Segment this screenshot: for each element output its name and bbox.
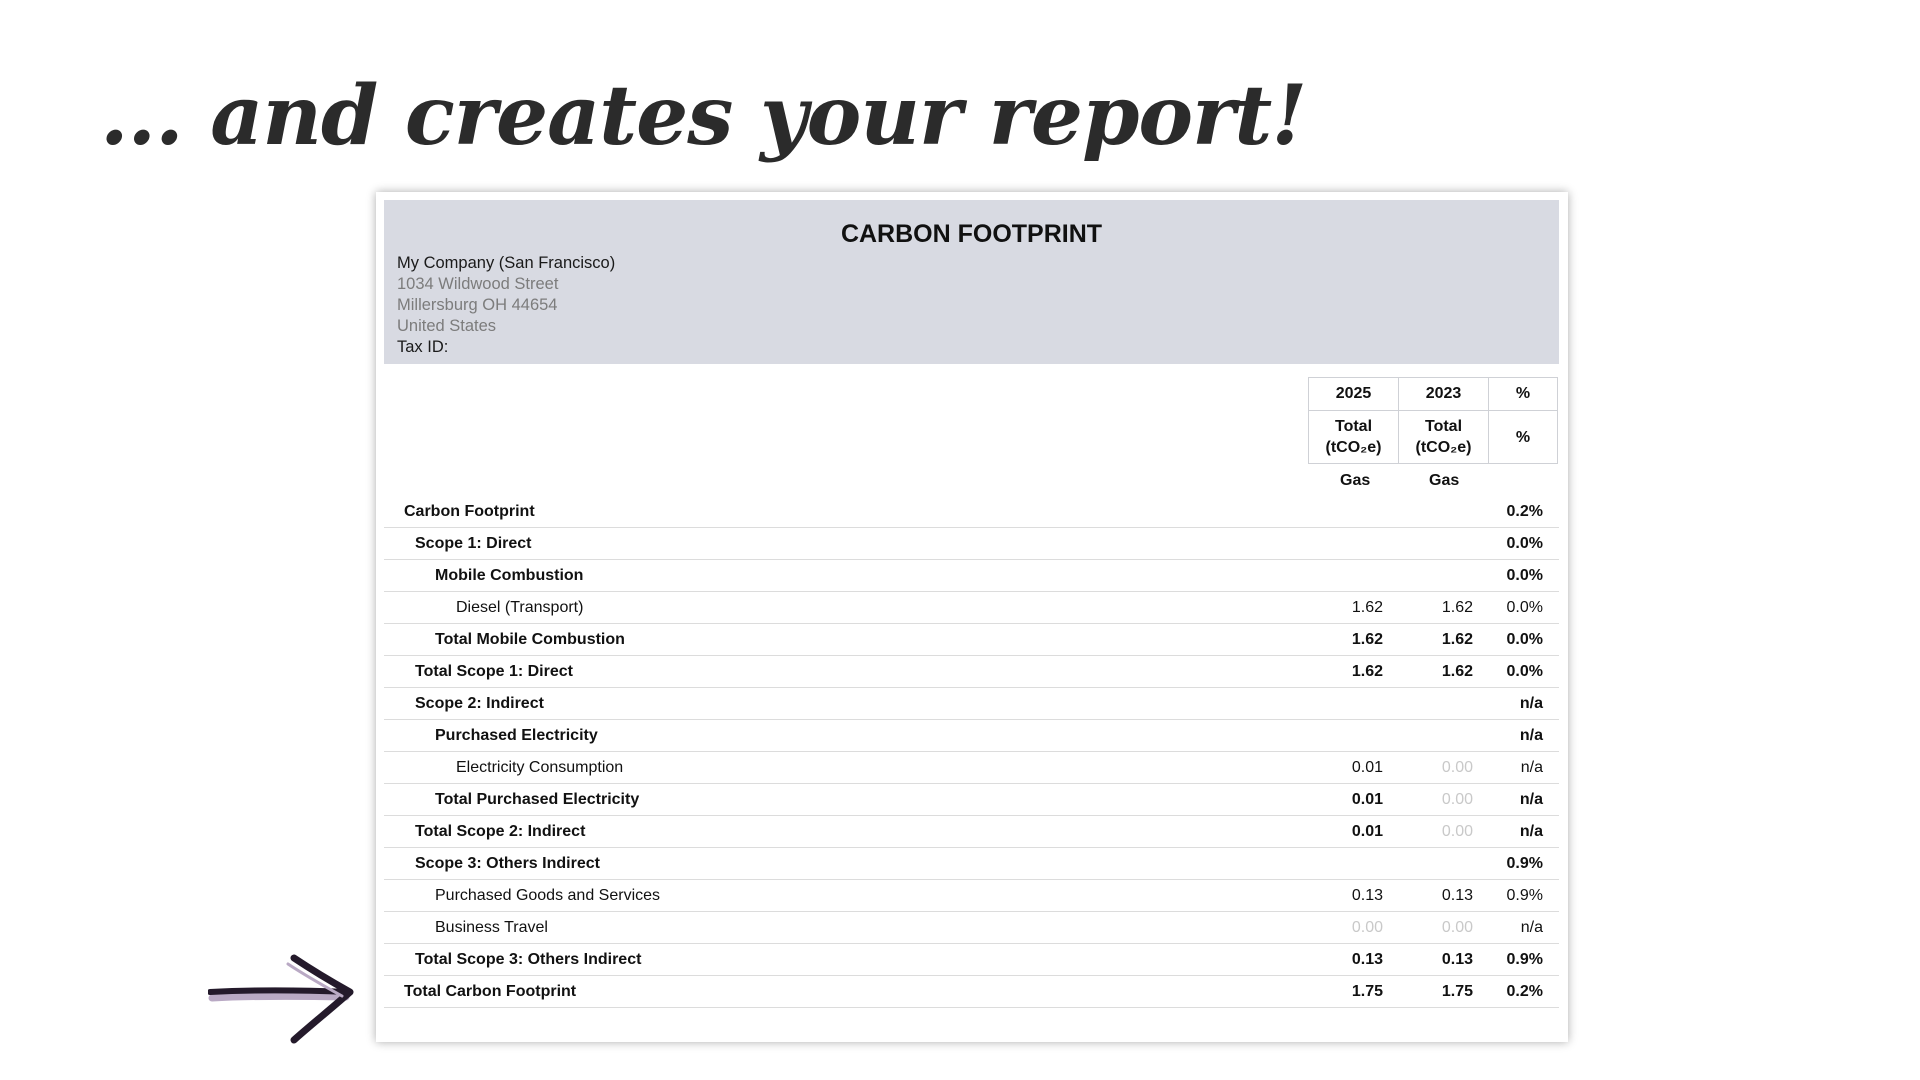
row-value-2025: 0.01: [1351, 791, 1383, 808]
row-label: Total Purchased Electricity: [435, 791, 640, 808]
row-value-2025: 1.62: [1351, 663, 1383, 680]
row-label: Business Travel: [435, 919, 548, 936]
company-address-block: [397, 253, 615, 358]
column-header-table: [1308, 377, 1558, 464]
row-percent: n/a: [1520, 759, 1543, 776]
row-percent: 0.2%: [1506, 983, 1543, 1000]
row-percent: 0.9%: [1506, 855, 1543, 872]
row-label: Scope 1: Direct: [415, 535, 532, 552]
slide-title: ... and creates your report!: [100, 68, 1307, 164]
table-row: [384, 624, 1559, 656]
column-total-2025: Total (tCO₂e): [1309, 411, 1399, 464]
tax-id-label: Tax ID:: [397, 338, 449, 356]
row-value-2025: 0.01: [1351, 759, 1383, 776]
table-row: [384, 880, 1559, 912]
row-value-2025: 0.13: [1351, 887, 1383, 904]
table-row: [384, 816, 1559, 848]
row-percent: 0.0%: [1506, 631, 1543, 648]
row-label: Purchased Goods and Services: [435, 887, 661, 904]
row-value-2023: 0.13: [1441, 887, 1473, 904]
column-percent: %: [1489, 378, 1558, 411]
row-percent: 0.0%: [1506, 567, 1543, 584]
row-value-2023: 0.00: [1441, 919, 1473, 936]
arrow-right-icon: [208, 952, 358, 1046]
row-value-2025: 1.62: [1351, 631, 1383, 648]
table-row: [384, 528, 1559, 560]
address-country: United States: [397, 317, 497, 335]
row-percent: 0.0%: [1506, 663, 1543, 680]
row-percent: n/a: [1519, 823, 1543, 840]
column-year-2023: 2023: [1399, 378, 1489, 411]
address-line-1: 1034 Wildwood Street: [397, 275, 559, 293]
row-percent: 0.9%: [1506, 887, 1543, 904]
row-percent: 0.0%: [1506, 599, 1543, 616]
row-percent: 0.0%: [1506, 535, 1543, 552]
table-row: [384, 784, 1559, 816]
report-header: [384, 200, 1559, 364]
row-percent: n/a: [1520, 919, 1543, 936]
table-row: [384, 720, 1559, 752]
column-percent-sub: %: [1489, 411, 1558, 464]
row-label: Scope 2: Indirect: [415, 695, 544, 712]
column-year-2025: 2025: [1309, 378, 1399, 411]
column-gas-2025: Gas: [1340, 472, 1371, 489]
table-row: [384, 944, 1559, 976]
table-row: [384, 688, 1559, 720]
row-percent: n/a: [1519, 695, 1543, 712]
row-value-2023: 1.75: [1441, 983, 1473, 1000]
row-value-2023: 0.00: [1441, 759, 1473, 776]
row-value-2023: 0.13: [1441, 951, 1473, 968]
column-total-2023: Total (tCO₂e): [1399, 411, 1489, 464]
column-gas-2023: Gas: [1429, 472, 1460, 489]
row-value-2025: 1.75: [1351, 983, 1383, 1000]
report-rows: [384, 496, 1559, 1008]
table-row: [384, 848, 1559, 880]
row-label: Diesel (Transport): [456, 599, 584, 616]
row-label: Scope 3: Others Indirect: [415, 855, 600, 872]
row-label: Total Mobile Combustion: [435, 631, 625, 648]
row-label: Purchased Electricity: [435, 727, 598, 744]
report-title: CARBON FOOTPRINT: [840, 220, 1103, 248]
company-name: My Company (San Francisco): [397, 254, 616, 272]
table-row: [384, 752, 1559, 784]
table-row: [384, 560, 1559, 592]
row-percent: n/a: [1519, 791, 1543, 808]
report-document: [376, 192, 1568, 1042]
table-row: [384, 976, 1559, 1008]
row-value-2025: 0.00: [1351, 919, 1383, 936]
table-row: [384, 656, 1559, 688]
row-label: Mobile Combustion: [435, 567, 584, 584]
row-label: Carbon Footprint: [404, 503, 535, 520]
row-percent: n/a: [1519, 727, 1543, 744]
row-value-2023: 0.00: [1441, 791, 1473, 808]
row-value-2023: 1.62: [1441, 631, 1473, 648]
row-label: Total Scope 1: Direct: [415, 663, 573, 680]
row-value-2023: 1.62: [1441, 663, 1473, 680]
row-percent: 0.2%: [1506, 503, 1543, 520]
row-label: Total Scope 2: Indirect: [415, 823, 586, 840]
row-label: Electricity Consumption: [456, 759, 624, 776]
row-value-2025: 0.01: [1351, 823, 1383, 840]
row-value-2025: 1.62: [1351, 599, 1383, 616]
row-value-2025: 0.13: [1351, 951, 1383, 968]
row-label: Total Scope 3: Others Indirect: [415, 951, 642, 968]
table-row: [384, 496, 1559, 528]
row-label: Total Carbon Footprint: [404, 983, 577, 1000]
table-row: [384, 912, 1559, 944]
row-value-2023: 0.00: [1441, 823, 1473, 840]
table-row: [384, 592, 1559, 624]
address-line-2: Millersburg OH 44654: [397, 296, 558, 314]
row-value-2023: 1.62: [1441, 599, 1473, 616]
row-percent: 0.9%: [1506, 951, 1543, 968]
